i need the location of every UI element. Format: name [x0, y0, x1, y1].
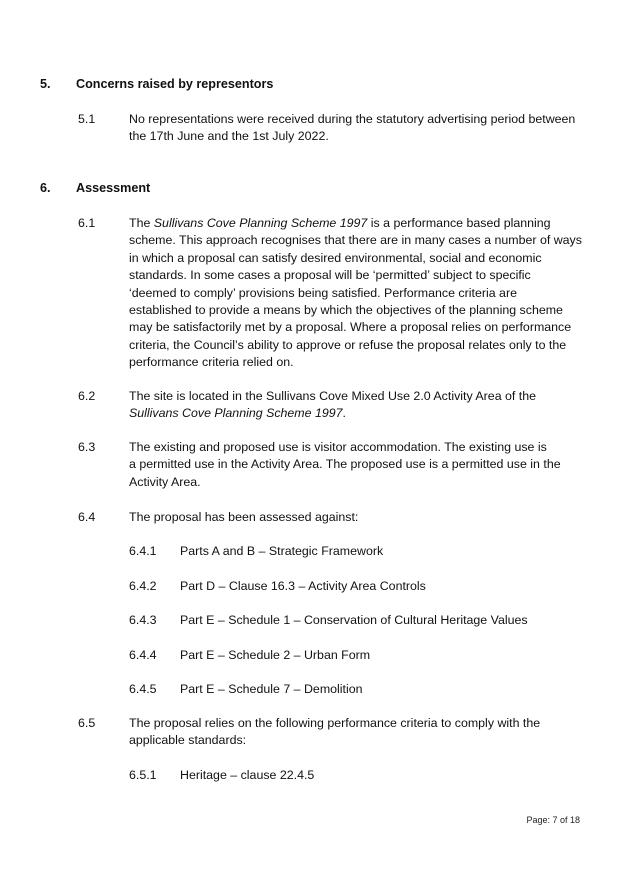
- paragraph-line: [129, 405, 581, 422]
- paragraph-6-3-text: [129, 439, 581, 491]
- paragraph-6-3-number: 6.3: [78, 440, 96, 454]
- paragraph-line: [129, 215, 581, 232]
- paragraph-line: performance criteria relied on.: [129, 355, 294, 370]
- item-6-4-4-text: Part E – Schedule 2 – Urban Form: [180, 648, 371, 662]
- paragraph-6-1-number: 6.1: [78, 216, 96, 230]
- paragraph-line: standards. In some cases a proposal will be ‘permitted’ subject to specific: [129, 268, 531, 283]
- item-6-4-3-text: Part E – Schedule 1 – Conservation of Cultural Heritage Values: [180, 613, 528, 627]
- paragraph-6-5-number: 6.5: [78, 716, 96, 730]
- section-5-number: 5.: [40, 77, 51, 91]
- paragraph-line: No representations were received during the statutory advertising period between: [129, 112, 576, 126]
- item-6-4-5-number: 6.4.5: [129, 682, 157, 696]
- paragraph-line: The site is located in the Sullivans Cove Mixed Use 2.0 Activity Area of the: [129, 389, 537, 403]
- text-run: The: [129, 216, 154, 230]
- item-6-5-1-number: 6.5.1: [129, 768, 157, 782]
- paragraph-6-4-text: The proposal has been assessed against:: [129, 510, 359, 524]
- item-6-4-3-number: 6.4.3: [129, 613, 157, 627]
- paragraph-line: the 17th June and the 1st July 2022.: [129, 129, 329, 144]
- item-6-4-2-text: Part D – Clause 16.3 – Activity Area Controls: [180, 579, 426, 593]
- section-6-number: 6.: [40, 181, 51, 195]
- paragraph-6-2-number: 6.2: [78, 389, 96, 403]
- text-run: .: [342, 406, 346, 421]
- paragraph-6-1-text: [129, 215, 581, 372]
- paragraph-6-4-number: 6.4: [78, 510, 96, 524]
- item-6-4-1-text: Parts A and B – Strategic Framework: [180, 544, 384, 558]
- paragraph-line: The existing and proposed use is visitor accommodation. The existing use is: [129, 440, 547, 454]
- paragraph-6-5-text: [129, 715, 581, 750]
- paragraph-line: The proposal relies on the following performance criteria to comply with the: [129, 716, 541, 730]
- paragraph-line: may be satisfactorily met by a proposal. Where a proposal relies on performance: [129, 320, 572, 335]
- paragraph-line: applicable standards:: [129, 733, 247, 748]
- paragraph-5-1-text: [129, 111, 581, 146]
- paragraph-line: scheme. This approach recognises that there are in many cases a number of ways: [129, 233, 582, 248]
- paragraph-line: established to provide a means by which the objectives of the planning scheme: [129, 303, 563, 318]
- paragraph-line: ‘deemed to comply’ provisions being satisfied. Performance criteria are: [129, 285, 517, 300]
- item-6-4-1-number: 6.4.1: [129, 544, 157, 558]
- paragraph-6-2-text: [129, 388, 581, 423]
- item-6-4-4-number: 6.4.4: [129, 648, 157, 662]
- item-6-5-1-text: Heritage – clause 22.4.5: [180, 768, 315, 782]
- paragraph-line: a permitted use in the Activity Area. The proposed use is a permitted use in the: [129, 457, 561, 472]
- text-run: is a performance based planning: [367, 216, 551, 230]
- page-number: Page: 7 of 18: [526, 815, 580, 825]
- item-6-4-2-number: 6.4.2: [129, 579, 157, 593]
- paragraph-line: Activity Area.: [129, 474, 201, 489]
- paragraph-line: criteria, the Council’s ability to approve or refuse the proposal relates only to the: [129, 337, 567, 352]
- paragraph-5-1-number: 5.1: [78, 112, 96, 126]
- planning-scheme-title: Sullivans Cove Planning Scheme 1997: [153, 216, 368, 230]
- paragraph-line: in which a proposal can satisfy desired environmental, social and economic: [129, 250, 542, 265]
- item-6-4-5-text: Part E – Schedule 7 – Demolition: [180, 682, 363, 696]
- planning-scheme-title: Sullivans Cove Planning Scheme 1997: [129, 406, 343, 421]
- section-5-title: Concerns raised by representors: [76, 77, 274, 91]
- section-6-title: Assessment: [76, 181, 151, 195]
